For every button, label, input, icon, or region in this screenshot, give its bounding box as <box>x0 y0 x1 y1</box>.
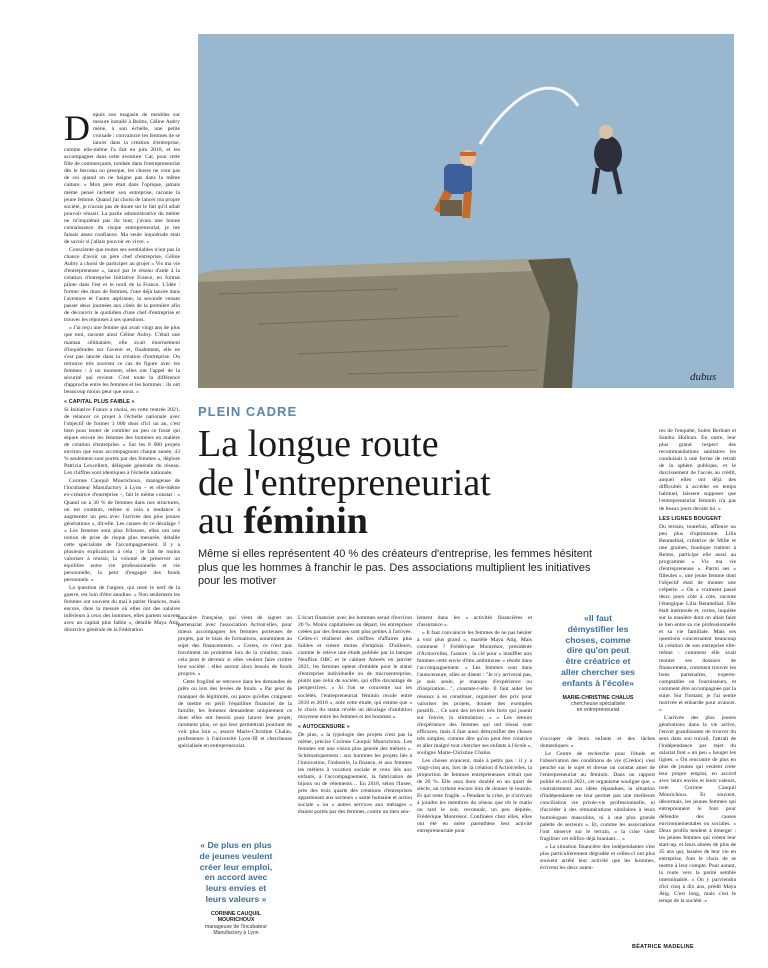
drop-cap: D <box>64 108 90 148</box>
headline-line: La longue route <box>198 423 439 465</box>
paragraph: Les choses avancent, mais à petits pas : il y a vingt-cinq ans, lors de la création d'Action'elles, la proportion de femmes entrepreneuses n'était que de 20 %. Elle aura donc doublé en un quart de siècle, un rythme encore loin de donner le tournis. Et qui reste fragile. « Pendant la crise, je n'arrivais à joindre les membres du réseau que tôt le matin ou tard le soir, reconnaît, un peu dépitée, Frédérique Montrésor. Confinées chez elles, elles ont été en mère parenthèse leur activité entrepreneuriale pour <box>417 757 532 835</box>
pull-quote <box>180 840 292 936</box>
paragraph: Du terrain, toutefois, affleure un peu plus d'optimisme. Lilia Benmelhal, créatrice de Mille et une graines, boutique traiteur à Reims, participe elle aussi au programme « Vis ma vie d'entrepreneuse ». Parmi ses « filleules », une jeune femme dont l'objectif était de monter une crêperie. « On a vraiment passé deux jours côte à côte, raconte l'énergique Lilia Benmelhal. Elle était intéressée et, certes, inquiète sur la manière dont on allait faire le lien entre sa vie professionnelle et sa vie familiale. Mais ses questions concernaient beaucoup la création de son entreprise elle-même : comment elle avait monter ses dossiers de financement, comment trouver les bons partenaires, experts-comptables ou fournisseurs, et comment être accompagnée par la suite. Sur l'instant, je l'ai sentie motivée et enhardie pour avancer. » <box>659 523 736 713</box>
pull-quote-text: « De plus en plus de jeunes veulent créer leur emploi, en accord avec leurs envies et leurs valeurs » <box>199 840 273 904</box>
subheading: « AUTOCENSURE » <box>298 723 350 730</box>
paragraph: « J'ai reçu une femme qui avait vingt ans de plus que moi, raconte ainsi Céline Aubry. C'était une maman célibataire, elle avait énormément d'inquiétudes sur l'avenir et, finalement, elle ne s'est pas lancée dans la création d'entreprise. On retrouve très souvent ce cas de figure avec les femmes : à un moment, elles ont l'appel de la sécurité qui revient. C'est toute la différence d'approche entre les femmes et les hommes : ils ont beaucoup moins peur que nous. » <box>64 325 180 395</box>
paragraph: De plus, « la typologie des projets n'est pas la même, précise Corinne Cauquil Mourichoux. Les femmes ont une vision plus genrée des métiers ». Schématiquement : aux hommes les projets liés à l'innovation, l'industrie, la finance, et aux femmes les métiers à vocation sociale et ceux liés aux enfants, à l'accompagnement, la fabrication de bijoux ou de vêtements… En 2018, selon l'Insee, près des trois quarts des créations d'entreprises appartenant aux secteurs « santé humaine et action sociale » ou « autres services aux ménages » étaient portés par des femmes, contre un tiers seu- <box>298 731 412 816</box>
paragraph: Cette fragilité se retrouve dans les demandes de prêts ou lors des levées de fonds. « Par peur de manquer de légitimité, ou parce qu'elles craignent de mettre en péril l'équilibre financier de la famille, les femmes demandent uniquement ce dont elles ont besoin pour lancer leur projet, rarement plus, ce qui leur permettrait pourtant de voir plus loin », assure Marie-Christine Chalus, professeure à l'université Lyon-III et chercheuse spécialisée en entrepreneuriat. <box>178 679 292 749</box>
paragraph: « La situation financière des indépendantes s'est plus particulièrement dégradée et celles-ci ont plus souvent arrêté leur activité que les hommes, écrivent les deux auteu- <box>540 843 655 871</box>
headline-line <box>198 502 618 541</box>
pull-quote-role: chercheuse spécialisée en entrepreneuriat <box>571 701 625 714</box>
column-4 <box>417 615 532 836</box>
paragraph: « Il faut convaincre les femmes de ne pas hésiter à voir plus grand », martèle Maya Atig. Mais comment ? Frédérique Montrésor, présidente d'Action'elles, l'assure : la clé pour « insuffler aux femmes cette envie d'être ambitieuse » réside dans l'accompagnement. « Les femmes sont dans l'autocensure, elles se disent : "Je n'y arriverai pas, je suis seule, je manque d'expérience ou d'inspiration…", constate-t-elle. Il faut aider les réseaux à se constituer, organiser des prix pour valoriser les projets, donner des exemples positifs… Ce sont des leviers très forts qui jouent sur l'envie, la stimulation. » « Les retours d'expérience des femmes qui ont réussi sont efficaces, mais il faut aussi démystifier des choses très simples, comme dire qu'on peut être créatrice et aller malgré tout chercher ses enfants à l'école », souligne Marie-Christine Chalus. <box>417 630 532 756</box>
column-2 <box>178 615 292 751</box>
pull-quote-author: MARIE-CHRISTINE CHALUS <box>562 694 634 701</box>
cartoon-illustration <box>198 34 734 388</box>
paragraph: bancaire française, qui vient de signer un partenariat avec l'association Action'elles, pour mieux accompagner les femmes porteuses de projets, par le biais de formations, notamment au sujet des financements. « Certes, ce n'est pas forcément un problème lors de la création, mais cela peut le devenir si elles veulent faire croître leur société : elles auront alors besoin de fonds propres. » <box>178 615 292 678</box>
headline-emphasis: féminin <box>243 500 368 542</box>
paragraph: La question de l'argent, qui reste le nerf de la guerre, est loin d'être anodine. « Non seulement les femmes ont souvent du mal à parler finances, mais encore, dans la mesure où elles ont des salaires inférieurs à ceux des hommes, elles partent souvent avec un capital plus faible », détaille Maya Atig, directrice générale de la Fédération <box>64 585 180 634</box>
motion-line <box>480 88 578 144</box>
illustrator-signature: dubus <box>690 371 717 383</box>
column-3 <box>298 615 412 817</box>
falling-figure <box>434 150 476 218</box>
suited-figure <box>594 125 622 194</box>
paragraph: lement dans les « activités financières et d'assurance ». <box>417 615 532 629</box>
pull-quote-author: CORINNE CAUQUIL MOURICHOUX <box>210 910 262 924</box>
headline-word: au <box>198 500 244 542</box>
kicker: PLEIN CADRE <box>198 404 298 419</box>
paragraph: epuis son magasin de meubles sur mesure installé à Reims, Céline Aubry mène, à son échelle, une petite croisade : convaincre les femmes de se lancer dans la création d'entreprise, comme elle-même l'a fait en juin 2018, et les accompagner dans cette aventure. Car, pour cette fille de commerçants, tombée dans l'entrepreneuriat dès le berceau ou presque, les choses ne vont pas de soi quand on ne baigne pas dans la même culture. « Mon père était dans l'optique, jamais même pensé racheter son entreprise, raconte la jeune femme. Quand j'ai choisi de lancer ma propre société, je n'avais pas de doute sur le fait qu'il allait pouvoir réussir. La partie administrative du métier ne m'inquiétait pas du tout, j'avais une bonne connaissance du risque entrepreneurial, je me faisais assez confiance. Ma seule inquiétude était de savoir si j'allais pouvoir en vivre. » <box>64 112 180 245</box>
subheading: LES LIGNES BOUGENT <box>659 515 722 522</box>
paragraph: s'occuper de leurs enfants et des tâches domestiques. » <box>540 736 655 750</box>
paragraph: L'écart financier avec les hommes serait d'environ 20 %. Moins capitalisées au départ, les entreprises créées par des femmes sont plus petites à l'arrivée. Celles-ci réalisent des chiffres d'affaires plus faibles et créent moins d'emplois. D'ailleurs, comme le relève une étude publiée par la banque Neuflize OBC et le cabinet Asterès en janvier 2021, les femmes optent d'emblée pour le statut d'entreprise individuelle ou de microentreprise, plutôt que celui de société, qui offre davantage de perspectives. « Si l'on se concentre sur les sociétés, l'entrepreneuriat féminin recule entre 2010 et 2018 », note cette étude, qui estime que « le choix du statut révèle un décalage d'ambition moyenne entre les femmes et les hommes ». <box>298 615 412 720</box>
pull-quote <box>540 613 656 714</box>
paragraph: Consciente que toutes ses semblables n'ont pas la chance d'avoir un père chef d'entreprise, Céline Aubry a choisi de participer au projet « Vis ma vie d'entrepreneuse », lancé par le réseau d'aide à la création d'entreprise Initiative France, en format pilote dans l'est et le nord de la France. L'idée : former des duos de femmes, l'une déjà lancée dans l'aventure et l'autre aspirante, la seconde venant passer deux journées aux côtés de la première afin de découvrir le quotidien d'une chef d'entreprise et trouver les réponses à ses questions. <box>64 246 180 324</box>
paragraph: L'arrivée des plus jeunes générations dans la vie active, l'envie grandissante de trouver du sens dans son travail, l'attrait de l'indépendance par rejet du salariat font « un peu » bouger les lignes. « On rencontre de plus en plus de jeunes qui veulent créer leur propre emploi, en accord avec leurs envies et leurs valeurs, note Corinne Cauquil Mourichoux. Et souvent, désormais, les jeunes femmes qui entreprennent le font pour défendre des causes environnementales ou sociales. » Deux profils tendent à émerger : les jeunes femmes qui créent leur start-up, et leurs aînées de plus de 45 ans qui, lassées de leur vie en entreprise, font le choix de se mettre à leur compte. Pour autant, la route vers la parité semble interminable. « On y parviendra d'ici cinq à dix ans, prédit Maya Atig. C'est long, mais c'est le temps de la société. » <box>659 714 736 905</box>
paragraph: Le Centre de recherche pour l'étude et l'observation des conditions de vie (Crédoc) s'est penché sur le sujet et dresse un constat amer de l'entrepreneuriat au féminin. Dans un rapport publié en avril 2021, cet organisme souligne que, « contrairement aux idées répandues, la situation d'indépendante ne leur permet pas une meilleure conciliation vie privée-vie professionnelle, ni d'accéder à des rémunérations similaires à leurs homologues masculins, ni à une plus grande palette de secteurs ». Et, comme les associations l'ont observé sur le terrain, « la crise vient fragiliser cet édifice déjà branlant… » <box>540 751 655 842</box>
paragraph: Corinne Cauquil Mourichoux, manageuse de l'incubateur Manufactory à Lyon – et elle-même ex-créatrice d'entreprise –, fait le même constat : « Quand on a 30 % de femmes dans nos structures, on est contents, même si cela a tendance à augmenter un peu avec l'arrivée des plus jeunes générations », dit-elle. Les causes de ce décalage ? « Les femmes sont plus frileuses, elles ont une notion de prise de risque plus mesurée, détaille cette spécialiste de l'accompagnement. Il y a plusieurs explications à cela : le fait de moins valoriser à réussir, la volonté de préserver un équilibre entre vie professionnelle et vie personnelle, la peur d'engager des fonds personnels. » <box>64 478 180 584</box>
paragraph: res de l'enquête, Solen Berhuet et Sandra Hoibian. En outre, leur plus grand respect des recommandations sanitaires les conduisait à une forme de retrait de la sphère publique, et le durcissement de l'accès au crédit, auquel elles ont déjà des difficultés à accéder en temps habituel, laissent supposer que l'entrepreneuriat féminin n'a pas de beaux jours devant lui. » <box>659 428 736 512</box>
column-1 <box>64 108 180 635</box>
headline <box>198 425 618 541</box>
pull-quote-role: manageuse de l'incubateur Manufactory à Lyon <box>204 923 268 937</box>
headline-line: de l'entrepreneuriat <box>198 461 491 504</box>
column-5 <box>540 736 655 873</box>
subheading: « CAPITAL PLUS FAIBLE » <box>64 398 135 405</box>
cliff-drawing <box>198 34 734 388</box>
paragraph: Si Initiative France a choisi, en cette rentrée 2021, de relancer ce projet à l'échelle nationale avec l'objectif de former 1 000 duos d'ici un an, c'est bien pour tenter de combler un peu ce fossé qui sépare encore les femmes des hommes en matière de création d'entreprise. « Sur les 8 000 projets environ que nous accompagnons chaque année, 43 % seulement sont portés par des femmes », déplore Patricia Lexcellent, déléguée générale du réseau. Les chiffres sont identiques à l'échelle nationale. <box>64 406 180 477</box>
pull-quote-text: «Il faut démystifier les choses, comme dire qu'on peut être créatrice et aller chercher ses enfants à l'école» <box>561 613 635 688</box>
column-6 <box>659 428 736 906</box>
byline: BÉATRICE MADELINE <box>632 944 694 950</box>
standfirst: Même si elles représentent 40 % des créateurs d'entreprise, les femmes hésitent plus que les hommes à franchir le pas. Des associations multiplient les initiatives pour les motiver <box>198 548 593 588</box>
